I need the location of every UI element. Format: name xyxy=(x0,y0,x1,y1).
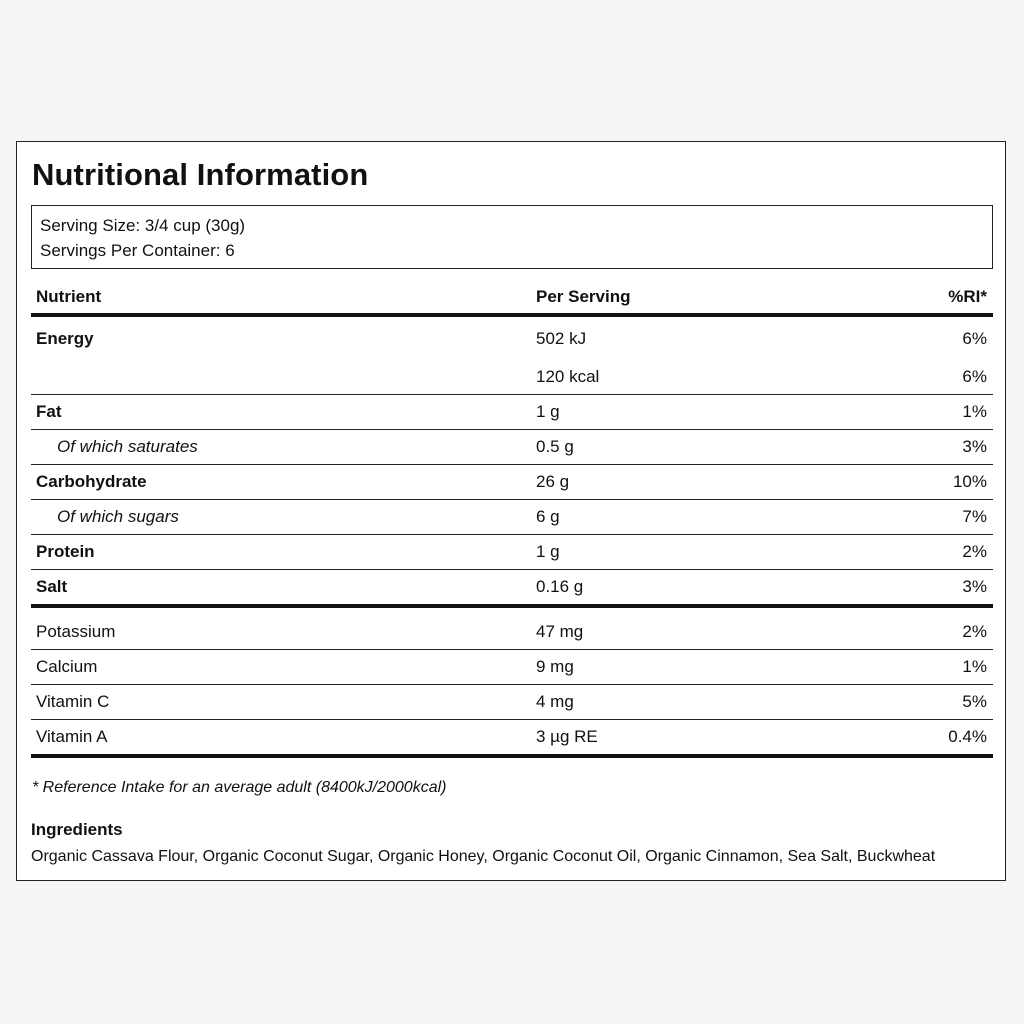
per-serving-value: 0.5 g xyxy=(536,437,574,456)
ri-value: 3% xyxy=(962,437,987,456)
reference-intake-footnote: * Reference Intake for an average adult (8400kJ/2000kcal) xyxy=(32,779,447,796)
nutrient-name: Of which saturates xyxy=(57,437,198,456)
ingredients-heading: Ingredients xyxy=(31,820,123,839)
label-title: Nutritional Information xyxy=(32,157,369,192)
nutrient-name: Calcium xyxy=(36,657,98,676)
table-row-fat xyxy=(31,395,993,430)
header-nutrient: Nutrient xyxy=(36,286,102,306)
nutrition-label xyxy=(16,141,1006,881)
ri-value: 0.4% xyxy=(948,727,987,746)
ri-value: 6% xyxy=(962,367,987,386)
table-row-protein xyxy=(31,535,993,570)
table-row-vitamin-a xyxy=(31,720,993,758)
table-row-saturates xyxy=(31,430,993,465)
nutrient-name: Fat xyxy=(36,402,62,421)
ri-value: 5% xyxy=(962,692,987,711)
table-row-energy-kcal xyxy=(31,360,993,395)
ri-value: 1% xyxy=(962,402,987,421)
header-ri: %RI* xyxy=(948,286,987,306)
table-row-calcium xyxy=(31,650,993,685)
ri-value: 2% xyxy=(962,542,987,561)
header-per-serving: Per Serving xyxy=(536,286,631,306)
per-serving-value: 9 mg xyxy=(536,657,574,676)
table-row-carbohydrate xyxy=(31,465,993,500)
per-serving-value: 3 µg RE xyxy=(536,727,598,746)
table-row-potassium xyxy=(31,608,993,650)
nutrient-name: Vitamin C xyxy=(36,692,110,711)
table-row-sugars xyxy=(31,500,993,535)
ri-value: 2% xyxy=(962,622,987,641)
nutrient-name: Carbohydrate xyxy=(36,472,147,491)
ri-value: 6% xyxy=(962,329,987,348)
serving-info-box xyxy=(31,205,993,269)
ri-value: 1% xyxy=(962,657,987,676)
nutrient-name: Salt xyxy=(36,577,68,596)
nutrient-name: Energy xyxy=(36,329,94,348)
servings-per-container: Servings Per Container: 6 xyxy=(40,241,235,260)
per-serving-value: 502 kJ xyxy=(536,329,587,348)
per-serving-value: 47 mg xyxy=(536,622,584,641)
nutrient-name: Potassium xyxy=(36,622,116,641)
ingredients-list: Organic Cassava Flour, Organic Coconut Sugar, Organic Honey, Organic Coconut Oil, Organic Cinnamon, Sea Salt, Buckwheat xyxy=(31,848,936,865)
table-row-energy-kj xyxy=(31,317,993,360)
nutrient-name: Protein xyxy=(36,542,95,561)
ri-value: 10% xyxy=(952,472,987,491)
per-serving-value: 0.16 g xyxy=(536,577,584,596)
table-row-vitamin-c xyxy=(31,685,993,720)
per-serving-value: 4 mg xyxy=(536,692,574,711)
nutrient-name: Of which sugars xyxy=(57,507,179,526)
table-row-salt xyxy=(31,570,993,608)
per-serving-value: 120 kcal xyxy=(536,367,600,386)
per-serving-value: 1 g xyxy=(536,542,560,561)
per-serving-value: 1 g xyxy=(536,402,560,421)
table-header-row xyxy=(31,280,993,317)
per-serving-value: 6 g xyxy=(536,507,560,526)
ri-value: 3% xyxy=(962,577,987,596)
nutrient-name: Vitamin A xyxy=(36,727,108,746)
ri-value: 7% xyxy=(962,507,987,526)
nutrition-table xyxy=(31,280,993,758)
serving-size: Serving Size: 3/4 cup (30g) xyxy=(40,216,246,235)
per-serving-value: 26 g xyxy=(536,472,570,491)
